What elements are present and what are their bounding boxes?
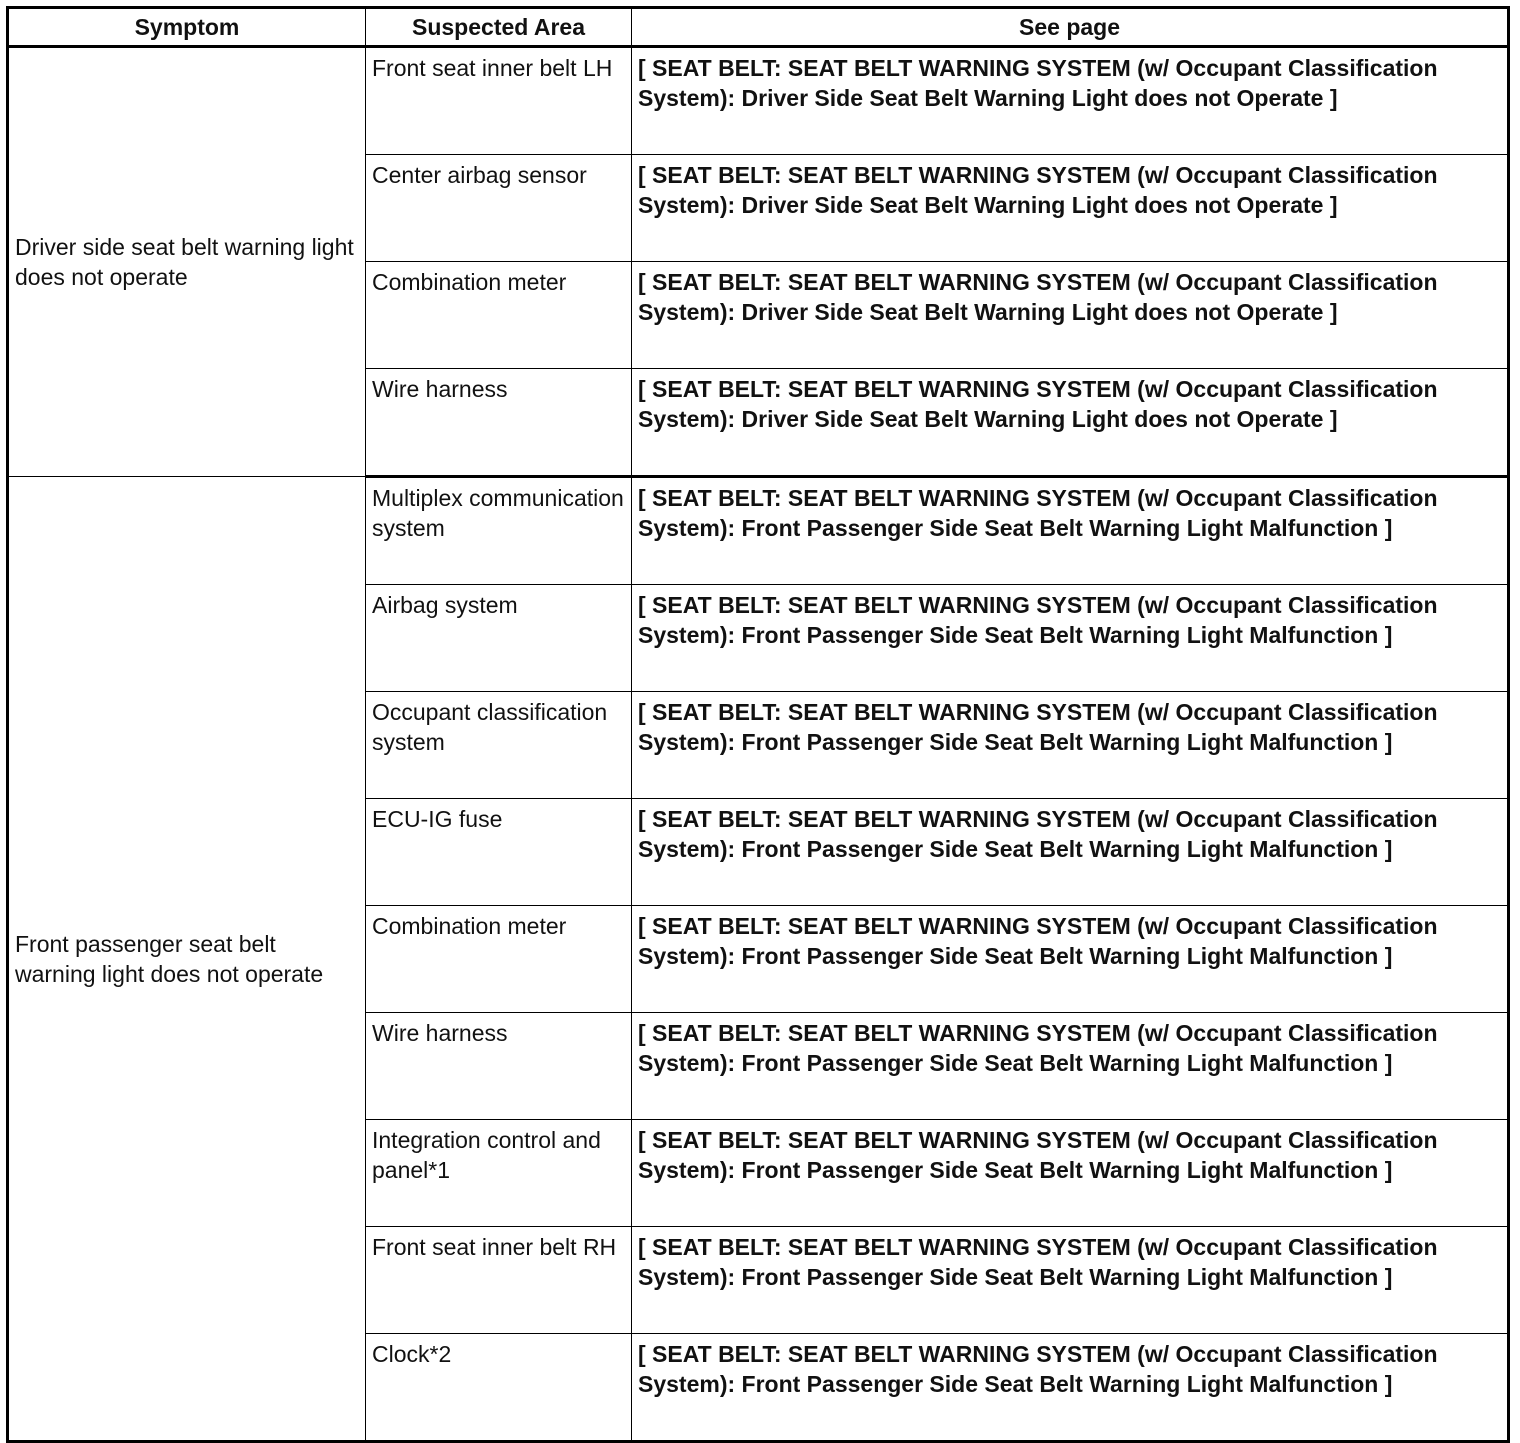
- see-page-link[interactable]: [ SEAT BELT: SEAT BELT WARNING SYSTEM (w/ Occupant Classification System): Front Passenger Side Seat Belt Warning Light Malfunction ]: [632, 1334, 1509, 1442]
- suspected-area-cell: Airbag system: [366, 585, 632, 692]
- suspected-area-cell: Front seat inner belt RH: [366, 1227, 632, 1334]
- see-page-link[interactable]: [ SEAT BELT: SEAT BELT WARNING SYSTEM (w/ Occupant Classification System): Front Passenger Side Seat Belt Warning Light Malfunction ]: [632, 1227, 1509, 1334]
- header-symptom: Symptom: [8, 8, 366, 47]
- suspected-area-cell: Wire harness: [366, 369, 632, 477]
- see-page-link[interactable]: [ SEAT BELT: SEAT BELT WARNING SYSTEM (w/ Occupant Classification System): Front Passenger Side Seat Belt Warning Light Malfunction ]: [632, 477, 1509, 585]
- table-body: [8, 47, 1509, 1442]
- table-row: [8, 477, 1509, 585]
- symptom-cell: Driver side seat belt warning light does not operate: [8, 47, 366, 477]
- see-page-link[interactable]: [ SEAT BELT: SEAT BELT WARNING SYSTEM (w/ Occupant Classification System): Driver Side Seat Belt Warning Light does not Operate ]: [632, 155, 1509, 262]
- see-page-link[interactable]: [ SEAT BELT: SEAT BELT WARNING SYSTEM (w/ Occupant Classification System): Driver Side Seat Belt Warning Light does not Operate ]: [632, 369, 1509, 477]
- table-header: [8, 8, 1509, 47]
- table-row: [8, 47, 1509, 155]
- suspected-area-cell: ECU-IG fuse: [366, 799, 632, 906]
- suspected-area-cell: Multiplex communication system: [366, 477, 632, 585]
- suspected-area-cell: Integration control and panel*1: [366, 1120, 632, 1227]
- suspected-area-cell: Center airbag sensor: [366, 155, 632, 262]
- suspected-area-cell: Wire harness: [366, 1013, 632, 1120]
- see-page-link[interactable]: [ SEAT BELT: SEAT BELT WARNING SYSTEM (w/ Occupant Classification System): Front Passenger Side Seat Belt Warning Light Malfunction ]: [632, 799, 1509, 906]
- symptom-cell: Front passenger seat belt warning light does not operate: [8, 477, 366, 1442]
- suspected-area-cell: Clock*2: [366, 1334, 632, 1442]
- suspected-area-cell: Front seat inner belt LH: [366, 47, 632, 155]
- suspected-area-cell: Combination meter: [366, 906, 632, 1013]
- see-page-link[interactable]: [ SEAT BELT: SEAT BELT WARNING SYSTEM (w/ Occupant Classification System): Driver Side Seat Belt Warning Light does not Operate ]: [632, 47, 1509, 155]
- see-page-link[interactable]: [ SEAT BELT: SEAT BELT WARNING SYSTEM (w/ Occupant Classification System): Front Passenger Side Seat Belt Warning Light Malfunction ]: [632, 906, 1509, 1013]
- see-page-link[interactable]: [ SEAT BELT: SEAT BELT WARNING SYSTEM (w/ Occupant Classification System): Driver Side Seat Belt Warning Light does not Operate ]: [632, 262, 1509, 369]
- see-page-link[interactable]: [ SEAT BELT: SEAT BELT WARNING SYSTEM (w/ Occupant Classification System): Front Passenger Side Seat Belt Warning Light Malfunction ]: [632, 1120, 1509, 1227]
- symptom-table: [6, 6, 1510, 1443]
- see-page-link[interactable]: [ SEAT BELT: SEAT BELT WARNING SYSTEM (w/ Occupant Classification System): Front Passenger Side Seat Belt Warning Light Malfunction ]: [632, 692, 1509, 799]
- header-see-page: See page: [632, 8, 1509, 47]
- see-page-link[interactable]: [ SEAT BELT: SEAT BELT WARNING SYSTEM (w/ Occupant Classification System): Front Passenger Side Seat Belt Warning Light Malfunction ]: [632, 1013, 1509, 1120]
- see-page-link[interactable]: [ SEAT BELT: SEAT BELT WARNING SYSTEM (w/ Occupant Classification System): Front Passenger Side Seat Belt Warning Light Malfunction ]: [632, 585, 1509, 692]
- suspected-area-cell: Occupant classification system: [366, 692, 632, 799]
- suspected-area-cell: Combination meter: [366, 262, 632, 369]
- header-suspected-area: Suspected Area: [366, 8, 632, 47]
